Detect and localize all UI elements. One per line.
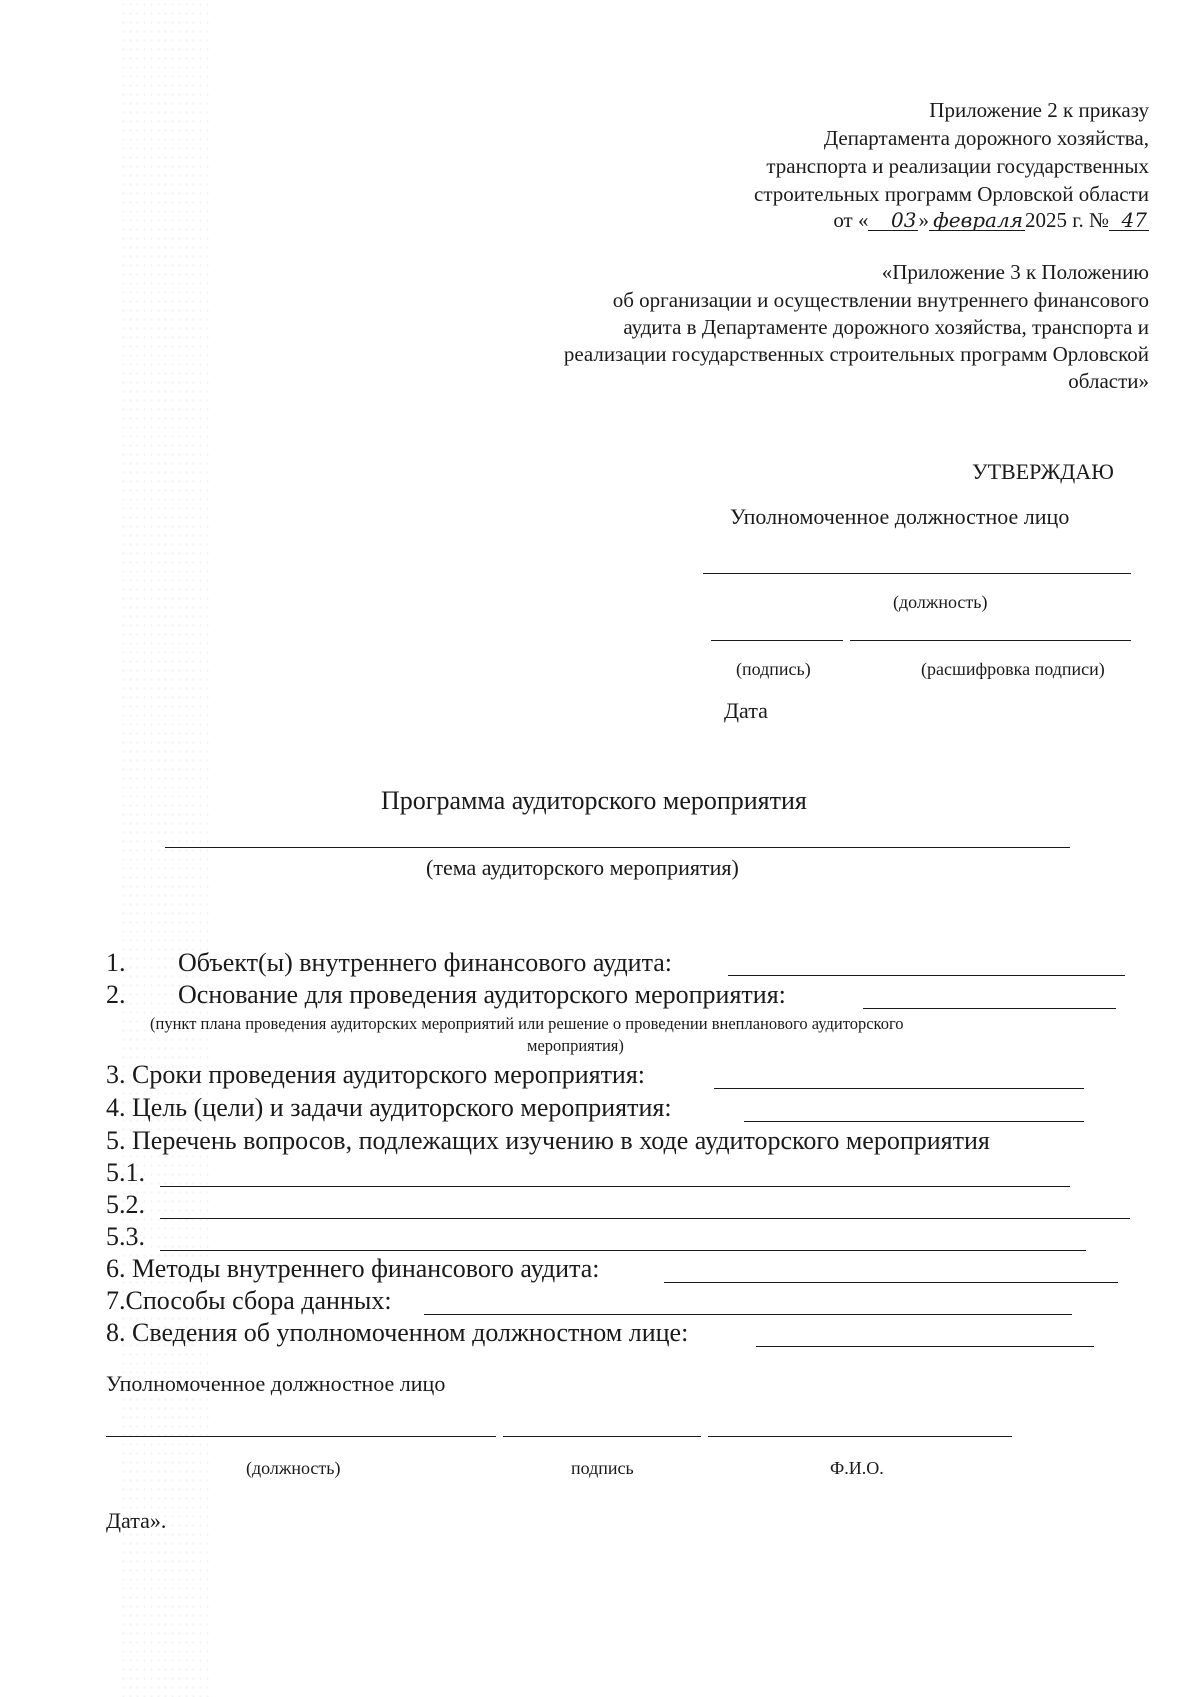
item-5-3-label: 5.3. <box>106 1222 145 1251</box>
approval-position-line <box>703 573 1131 574</box>
item-3-blank <box>714 1088 1084 1089</box>
footer-name-line <box>708 1436 1012 1437</box>
topic-line <box>165 847 1070 848</box>
date-month: февраля <box>929 210 1025 231</box>
footer-name-caption: Ф.И.О. <box>830 1458 884 1478</box>
header-date-line <box>833 206 1149 234</box>
item-5-2-label: 5.2. <box>106 1190 145 1219</box>
footer-position-line <box>106 1436 496 1437</box>
approval-signature-caption: (подпись) <box>736 659 811 679</box>
item-5-3-blank <box>160 1250 1086 1251</box>
item-7-blank <box>424 1314 1072 1315</box>
date-mid: » <box>918 208 929 232</box>
item-6-blank <box>664 1282 1118 1283</box>
program-title: Программа аудиторского мероприятия <box>381 786 807 815</box>
item-7-label: 7.Способы сбора данных: <box>106 1286 392 1315</box>
item-2-note-1: (пункт плана проведения аудиторских мероприятий или решение о проведении внепланового аудиторского <box>150 1014 904 1033</box>
date-day: 03 <box>868 210 918 231</box>
appendix-line-4: реализации государственных строительных программ Орловской <box>563 342 1149 366</box>
footer-signature-line <box>503 1436 701 1437</box>
appendix-line-3: аудита в Департаменте дорожного хозяйства, транспорта и <box>623 315 1149 339</box>
topic-caption: (тема аудиторского мероприятия) <box>426 855 739 880</box>
item-6-label: 6. Методы внутреннего финансового аудита: <box>106 1254 600 1283</box>
approval-decode-line <box>850 640 1131 641</box>
item-8-label: 8. Сведения об уполномоченном должностном лице: <box>106 1318 689 1347</box>
approval-decode-caption: (расшифровка подписи) <box>921 659 1105 679</box>
item-2-note-2: мероприятия) <box>527 1036 624 1055</box>
footer-official: Уполномоченное должностное лицо <box>106 1371 446 1396</box>
header-line-2: Департамента дорожного хозяйства, <box>823 126 1149 150</box>
item-4-label: 4. Цель (цели) и задачи аудиторского мероприятия: <box>106 1093 672 1122</box>
item-5-1-label: 5.1. <box>106 1158 145 1187</box>
item-8-blank <box>756 1346 1094 1347</box>
item-5-label: 5. Перечень вопросов, подлежащих изучению в ходе аудиторского мероприятия <box>106 1126 990 1155</box>
item-1-label: Объект(ы) внутреннего финансового аудита: <box>178 948 673 977</box>
approval-position-caption: (должность) <box>893 592 988 612</box>
item-1-number: 1. <box>106 948 126 977</box>
date-number: 47 <box>1109 210 1149 231</box>
item-4-blank <box>744 1121 1084 1122</box>
item-1-blank <box>728 975 1125 976</box>
item-5-1-blank <box>160 1186 1070 1187</box>
header-line-4: строительных программ Орловской области <box>754 182 1149 206</box>
header-line-3: транспорта и реализации государственных <box>766 154 1149 178</box>
approval-date-label: Дата <box>724 698 768 723</box>
scan-noise <box>120 0 210 1697</box>
appendix-line-2: об организации и осуществлении внутреннего финансового <box>612 288 1149 312</box>
footer-signature-caption: подпись <box>571 1458 634 1478</box>
appendix-line-5: области» <box>1068 369 1149 393</box>
item-2-blank <box>863 1008 1116 1009</box>
footer-position-caption: (должность) <box>246 1458 341 1478</box>
date-prefix: от « <box>833 208 869 232</box>
approval-subtitle: Уполномоченное должностное лицо <box>730 504 1070 529</box>
item-3-label: 3. Сроки проведения аудиторского мероприятия: <box>106 1060 646 1089</box>
item-2-label: Основание для проведения аудиторского мероприятия: <box>178 980 786 1009</box>
appendix-line-1: «Приложение 3 к Положению <box>881 260 1149 284</box>
footer-date-label: Дата». <box>106 1508 167 1533</box>
item-2-number: 2. <box>106 980 126 1009</box>
approval-signature-line <box>711 640 843 641</box>
approval-title: УТВЕРЖДАЮ <box>972 459 1114 484</box>
header-line-1: Приложение 2 к приказу <box>929 98 1149 122</box>
date-year: 2025 г. № <box>1024 208 1109 232</box>
item-5-2-blank <box>160 1218 1130 1219</box>
